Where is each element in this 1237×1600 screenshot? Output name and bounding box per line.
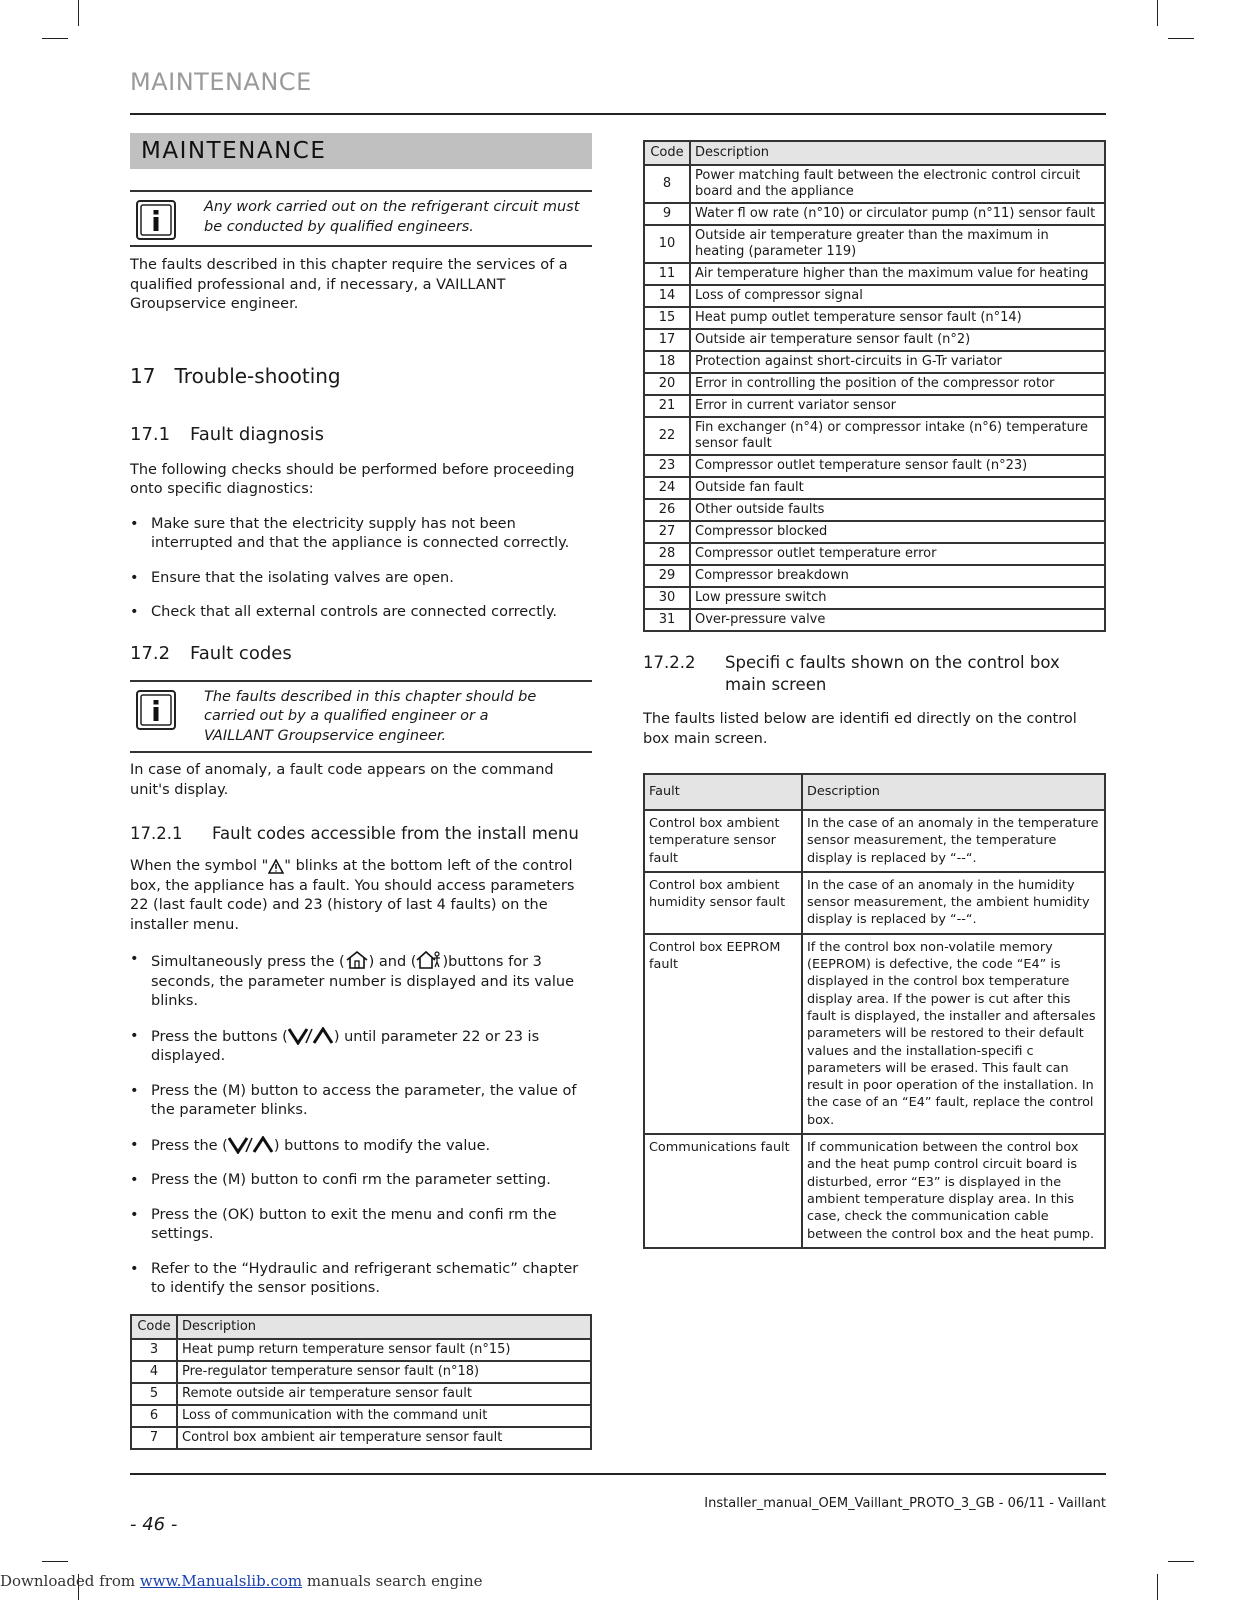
- crop-mark: [42, 38, 68, 39]
- fault-code: 18: [644, 351, 690, 373]
- list-item: [130, 1027, 592, 1067]
- section-number: 17.2.2: [643, 653, 696, 672]
- left-column: [130, 133, 592, 1450]
- fault-code: 4: [131, 1361, 177, 1383]
- table-row: [644, 810, 1105, 872]
- intro-paragraph: The faults described in this chapter require the services of a qualified professional and, if necessary, a VAILLANT Groupservice engineer.: [130, 257, 568, 312]
- fault-description: Error in current variator sensor: [690, 395, 1105, 417]
- section-title: Fault codes: [190, 642, 292, 664]
- fault-name: Communications fault: [644, 1134, 802, 1248]
- text-part: When the symbol ": [130, 858, 269, 874]
- section-heading-1722: [643, 652, 1106, 696]
- fault-code: 15: [644, 307, 690, 329]
- running-head: MAINTENANCE: [130, 68, 312, 96]
- list-item: • Refer to the “Hydraulic and refrigerant schematic” chapter to identify the sensor positions.: [130, 1260, 592, 1299]
- fault-description: Air temperature higher than the maximum value for heating: [690, 263, 1105, 285]
- fault-code: 8: [644, 165, 690, 203]
- fault-description: Protection against short-circuits in G-Tr variator: [690, 351, 1105, 373]
- table-row: [644, 565, 1105, 587]
- section-heading-172: [130, 643, 592, 664]
- text-part: )buttons for 3 seconds, the parameter number is displayed and its value blinks.: [151, 954, 575, 1009]
- faults-intro: The faults listed below are identifi ed directly on the control box main screen.: [643, 711, 1077, 747]
- fault-description: Compressor blocked: [690, 521, 1105, 543]
- fault-codes-table-left: [130, 1314, 592, 1450]
- column-header-code: Code: [644, 141, 690, 165]
- table-row: [131, 1361, 591, 1383]
- fault-description: Outside fan fault: [690, 477, 1105, 499]
- fault-description: If communication between the control box and the heat pump control circuit board is disturbed, error “E3” is displayed in the ambient temperature display area. In this case, check the communication cable between the control box and the heat pump.: [802, 1134, 1105, 1248]
- fault-code: 6: [131, 1405, 177, 1427]
- fault-description: Error in controlling the position of the compressor rotor: [690, 373, 1105, 395]
- table-row: [644, 285, 1105, 307]
- download-suffix: manuals search engine: [302, 1572, 483, 1590]
- table-row: [644, 165, 1105, 203]
- table-row: [644, 225, 1105, 263]
- table-row: [644, 587, 1105, 609]
- fault-code: 9: [644, 203, 690, 225]
- table-row: [644, 477, 1105, 499]
- crop-mark: [78, 0, 79, 26]
- chapter-title: Trouble-shooting: [174, 363, 341, 388]
- footer-rule: [130, 1473, 1106, 1475]
- fault-code: 17: [644, 329, 690, 351]
- table-row: [644, 609, 1105, 631]
- text-part: Press the buttons (: [151, 1028, 288, 1045]
- section-number: 17.2.1: [130, 824, 183, 843]
- text-part: ) until parameter 22 or 23 is displayed.: [151, 1028, 540, 1064]
- fault-description: Fin exchanger (n°4) or compressor intake (n°6) temperature sensor fault: [690, 417, 1105, 455]
- fault-code: 11: [644, 263, 690, 285]
- fault-name: Control box ambient humidity sensor fault: [644, 872, 802, 934]
- info-icon: [136, 690, 176, 730]
- table-row: [131, 1339, 591, 1361]
- down-up-arrows-icon: [228, 1136, 274, 1154]
- fault-code: 20: [644, 373, 690, 395]
- table-row: [644, 373, 1105, 395]
- fault-description: Over-pressure valve: [690, 609, 1105, 631]
- chapter-heading: [130, 364, 592, 388]
- fault-description: Loss of communication with the command unit: [177, 1405, 591, 1427]
- column-header-fault: Fault: [644, 774, 802, 810]
- home-icon: [345, 950, 369, 970]
- download-prefix: Downloaded from: [0, 1572, 140, 1590]
- info-note: [130, 680, 592, 754]
- crop-mark: [1168, 38, 1194, 39]
- down-up-arrows-icon: [288, 1027, 334, 1045]
- fault-description: Outside air temperature sensor fault (n°2): [690, 329, 1105, 351]
- table-row: [644, 1134, 1105, 1248]
- fault-description: Loss of compressor signal: [690, 285, 1105, 307]
- table-row: [644, 307, 1105, 329]
- list-item: • Press the (OK) button to exit the menu and confi rm the settings.: [130, 1206, 592, 1245]
- symbol-paragraph: [130, 857, 592, 935]
- column-header-code: Code: [131, 1315, 177, 1339]
- table-row: [131, 1427, 591, 1449]
- fault-code: 21: [644, 395, 690, 417]
- manualslib-link[interactable]: www.Manualslib.com: [139, 1572, 303, 1590]
- fault-code: 24: [644, 477, 690, 499]
- header-rule: [130, 113, 1106, 115]
- section-title: Fault codes accessible from the install menu: [212, 824, 579, 843]
- fault-code: 31: [644, 609, 690, 631]
- fault-name: Control box ambient temperature sensor fault: [644, 810, 802, 872]
- fault-description: Water fl ow rate (n°10) or circulator pump (n°11) sensor fault: [690, 203, 1105, 225]
- download-note: [0, 1572, 483, 1590]
- text-part: Simultaneously press the (: [151, 954, 345, 970]
- list-item: • Check that all external controls are connected correctly.: [130, 603, 592, 623]
- fault-code: 5: [131, 1383, 177, 1405]
- warning-icon: [268, 859, 284, 874]
- fault-description: If the control box non-volatile memory (EEPROM) is defective, the code “E4” is displayed in the control box temperature display area. If the power is cut after this fault is displayed, the installer and aftersales parameters will be restored to their default values and the installation-specifi c parameters will be erased. This fault can result in poor operation of the installation. In the case of an “E4” fault, replace the control box.: [802, 934, 1105, 1134]
- section-band: MAINTENANCE: [130, 133, 592, 169]
- text-part: Press the (: [151, 1137, 228, 1154]
- fault-description: Power matching fault between the electronic control circuit board and the appliance: [690, 165, 1105, 203]
- table-row: [644, 329, 1105, 351]
- chapter-number: 17: [130, 363, 156, 388]
- table-row: [644, 263, 1105, 285]
- column-header-description: Description: [177, 1315, 591, 1339]
- control-box-faults-table: [643, 773, 1106, 1249]
- section-number: 17.2: [130, 642, 171, 664]
- column-header-description: Description: [802, 774, 1105, 810]
- fault-code: 10: [644, 225, 690, 263]
- section-heading-171: [130, 424, 592, 445]
- crop-mark: [1168, 1561, 1194, 1562]
- fault-code: 29: [644, 565, 690, 587]
- page-number: - 46 -: [130, 1514, 178, 1535]
- footer-reference: Installer_manual_OEM_Vaillant_PROTO_3_GB - 06/11 - Vaillant: [704, 1496, 1106, 1511]
- fault-description: Control box ambient air temperature sensor fault: [177, 1427, 591, 1449]
- table-row: [644, 455, 1105, 477]
- crop-mark: [1157, 1574, 1158, 1600]
- fault-description: Heat pump outlet temperature sensor fault (n°14): [690, 307, 1105, 329]
- checks-list: [130, 515, 592, 623]
- fault-description: Pre-regulator temperature sensor fault (n°18): [177, 1361, 591, 1383]
- crop-mark: [1157, 0, 1158, 26]
- fault-code: 7: [131, 1427, 177, 1449]
- list-item: • Press the (M) button to confi rm the parameter setting.: [130, 1171, 592, 1191]
- list-item: • Ensure that the isolating valves are open.: [130, 569, 592, 589]
- table-row: [644, 543, 1105, 565]
- text-part: ) and (: [368, 954, 417, 970]
- note-text: The faults described in this chapter should be carried out by a qualified engineer or a VAILLANT Groupservice engineer.: [204, 688, 537, 744]
- fault-code: 14: [644, 285, 690, 307]
- table-row: [644, 872, 1105, 934]
- fault-description: Compressor outlet temperature error: [690, 543, 1105, 565]
- table-row: [644, 499, 1105, 521]
- table-row: [644, 351, 1105, 373]
- table-row: [131, 1405, 591, 1427]
- fault-description: Compressor outlet temperature sensor fault (n°23): [690, 455, 1105, 477]
- anomaly-paragraph: In case of anomaly, a fault code appears on the command unit's display.: [130, 762, 554, 798]
- table-row: [644, 395, 1105, 417]
- diagnosis-intro: The following checks should be performed before proceeding onto specific diagnostics:: [130, 461, 575, 497]
- section-title: Fault diagnosis: [190, 423, 324, 445]
- table-row: [644, 203, 1105, 225]
- list-item: • Make sure that the electricity supply has not been interrupted and that the appliance is connected correctly.: [130, 515, 592, 554]
- table-row: [644, 417, 1105, 455]
- table-row: [131, 1383, 591, 1405]
- info-note: [130, 190, 592, 247]
- fault-description: In the case of an anomaly in the humidity sensor measurement, the ambient humidity display is replaced by “--“.: [802, 872, 1105, 934]
- fault-code: 23: [644, 455, 690, 477]
- fault-codes-table-right: [643, 140, 1106, 632]
- section-number: 17.1: [130, 423, 171, 445]
- fault-description: Heat pump return temperature sensor fault (n°15): [177, 1339, 591, 1361]
- fault-description: Outside air temperature greater than the maximum in heating (parameter 119): [690, 225, 1105, 263]
- note-text: Any work carried out on the refrigerant circuit must be conducted by qualified engineers.: [204, 199, 580, 235]
- fault-description: Remote outside air temperature sensor fault: [177, 1383, 591, 1405]
- section-title: Specifi c faults shown on the control box main screen: [725, 653, 1060, 694]
- text-part: ) buttons to modify the value.: [273, 1137, 491, 1154]
- steps-list: [130, 950, 592, 1299]
- fault-description: Low pressure switch: [690, 587, 1105, 609]
- column-header-description: Description: [690, 141, 1105, 165]
- table-row: [644, 934, 1105, 1134]
- fault-code: 30: [644, 587, 690, 609]
- list-item: • Press the (M) button to access the parameter, the value of the parameter blinks.: [130, 1082, 592, 1121]
- fault-description: Other outside faults: [690, 499, 1105, 521]
- crop-mark: [42, 1561, 68, 1562]
- fault-code: 22: [644, 417, 690, 455]
- fault-name: Control box EEPROM fault: [644, 934, 802, 1134]
- list-item: [130, 950, 592, 1012]
- fault-description: In the case of an anomaly in the temperature sensor measurement, the temperature display is replaced by “--“.: [802, 810, 1105, 872]
- info-icon: [136, 200, 176, 240]
- text-part: " blinks at the bottom left of the control box, the appliance has a fault. You should access parameters 22 (last fault code) and 23 (history of last 4 faults) on the installer menu.: [130, 858, 575, 933]
- section-heading-1721: [130, 824, 592, 843]
- fault-code: 28: [644, 543, 690, 565]
- table-row: [644, 521, 1105, 543]
- fault-code: 26: [644, 499, 690, 521]
- right-column: [643, 140, 1106, 1249]
- home-person-icon: [416, 950, 442, 970]
- fault-code: 27: [644, 521, 690, 543]
- list-item: [130, 1136, 592, 1157]
- fault-code: 3: [131, 1339, 177, 1361]
- fault-description: Compressor breakdown: [690, 565, 1105, 587]
